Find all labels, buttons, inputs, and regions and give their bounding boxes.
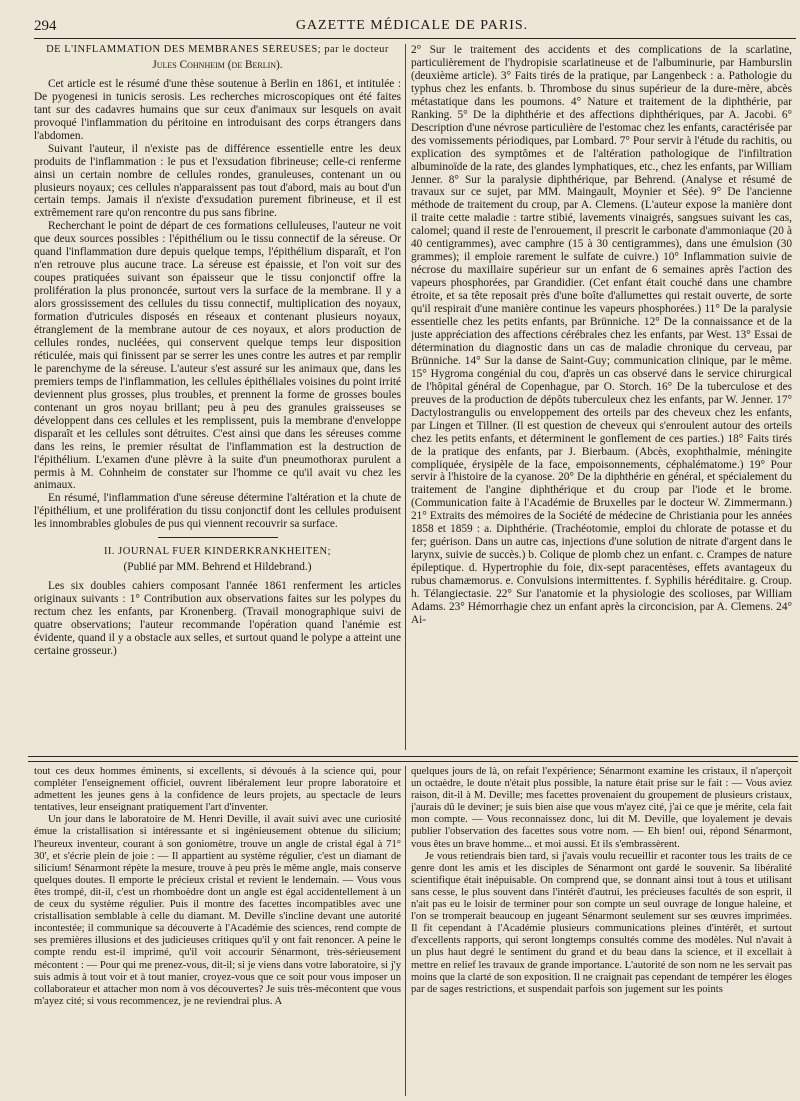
feuilleton-paragraph: Un jour dans le laboratoire de M. Henri Deville, il avait suivi avec une curiosité émue la cristallisation si intéressante et si ingénieusement obtenue du silicium; l'heureux inventeur, courant à son goniomètre, trouve un angle de cristal égal à 71° 30', et s'écrie plein de joie : — Il appartient au système régulier, c'est un diamant de silicium! Sénarmont répète la mesure, trouve à peu près le même angle, mais conserve quelques doutes. Il emporte le précieux cristal et revient le lendemain. — Vous vous êtes trompé, dit-il, c'est un rhomboèdre dont un angle est égal accidentellement à un de ceux du système régulier. Puis il montre des facettes incompatibles avec une cristallisation semblable à celle du diamant. M. Deville s'incline devant une autorité incontestée; il communique sa découverte à l'Académie des sciences, rend compte de ses premières illusions et des judicieuses critiques qu'il y ont fait renoncer. A peine le compte rendu est-il imprimé, qu'il voit accourir Sénarmont, très-sérieusement mécontent : — Pour qui me prenez-vous, dit-il; si je viens dans votre laboratoire, si j'y suis admis à tout voir et à tout manier, croyez-vous que ce soit pour vous imposer un collaborateur et attacher mon nom à vos découvertes? Je suis très-mécontent que vous m'ayez cité; si vous recommencez, je ne reviendrai plus. A	[34, 814, 401, 1007]
journal-title: GAZETTE MÉDICALE DE PARIS.	[295, 18, 529, 33]
article-paragraph: Recherchant le point de départ de ces formations celluleuses, l'auteur ne voit que deux sources possibles : l'épithélium ou le tissu connectif de la séreuse. Or quand l'inflammation dure depuis quelque temps, l'épithélium disparaît, et l'on n'en retrouve plus aucune trace. La séreuse est épaissie, et l'on voit sur des coupes pratiquées suivant son épaisseur que le tissu conjonctif offre la prolifération la plus prononcée, surtout vers la surface de la membrane. Il y a alors grossissement des cellules du tissu connectif, multiplication des noyaux, formation d'utricules disposés en réseaux et contenant plusieurs noyaux, étranglement de la membrane autour de ces noyaux, et alors production de cellules rondes, nucléées, qui conservent quelque temps leur disposition réticulée, mais qui finissent par se serrer les unes contre les autres et par remplir le parenchyme de la séreuse. L'auteur s'est assuré sur les animaux que, dans les premiers temps de l'inflammation, les cellules épithéliales voisines du point irrité deviennent plus grosses, plus troubles, et prennent la forme de grosses boules contenant un gros noyau brillant; peu à peu des granules graisseuses se développent dans ces cellules et les remplissent, puis la membrane d'enveloppe disparaît et les cellules sont détruites. C'est ainsi que dans les séreuses comme dans les reins, le premier résultat de l'inflammation est la destruction de l'épithélium. L'examen d'une plèvre à la suite d'un pneumothorax purulent a permis à M. Cohnheim de constater sur l'homme ce qu'il avait vu chez les animaux.	[34, 220, 401, 492]
article-paragraph: Suivant l'auteur, il n'existe pas de différence essentielle entre les deux produits de l'inflammation : le pus et l'exsudation fibrineuse; celle-ci renferme ainsi un certain nombre de cellules rondes, granuleuses, contenant un ou plusieurs noyaux; ces cellules n'apparaissent pas tout d'abord, mais au bout d'un certain temps. Jamais il n'existe d'exsudation purement fibrineuse, et il est extrêmement rare qu'on rencontre du pus sans fibrine.	[34, 142, 401, 220]
feuilleton-left-column	[34, 766, 401, 1096]
article-paragraph: Les six doubles cahiers composant l'année 1861 renferment les articles originaux suivants : 1° Contribution aux observations faites sur les polypes du rectum chez les enfants, par Kronenberg. (Travail monographique suivi de quatre observations; l'auteur recommande l'opération quand l'anémie est évidente, quand il y a obstacle aux selles, et surtout quand le polype a atteint une certaine grosseur.)	[34, 580, 401, 657]
feuilleton-paragraph: tout ces deux hommes éminents, si excellents, si dévoués à la science qui, pour compléter l'enseignement officiel, ouvrent libéralement leur propre laboratoire et admettent les jeunes gens à la confidence de leurs projets, au spectacle de leurs tentatives, leur enseignant pratiquement l'art d'inventer.	[34, 766, 401, 814]
section-heading: II. JOURNAL FUER KINDERKRANKHEITEN;	[103, 546, 332, 558]
page-header	[34, 16, 790, 38]
column-divider	[405, 44, 406, 750]
feuilleton-right-column	[411, 766, 792, 1096]
header-rule	[34, 38, 796, 39]
left-column-top	[34, 44, 401, 750]
right-column-top	[411, 44, 792, 750]
section-separator	[158, 537, 278, 538]
feuilleton-rule	[28, 756, 798, 762]
article-paragraph: En résumé, l'inflammation d'une séreuse détermine l'altération et la chute de l'épithélium, et une prolifération du tissu conjonctif dont les cellules produisent les innombrables globules de pus qui viennent recouvrir sa surface.	[34, 492, 401, 531]
page-number: 294	[34, 18, 57, 34]
column-divider	[405, 766, 406, 1096]
article-paragraph: Cet article est le résumé d'une thèse soutenue à Berlin en 1861, et intitulée : De pyogenesi in tunicis serosis. Les recherches microscopiques ont été faites tant sur des cadavres humains que sur ceux d'animaux sur lesquels on avait provoqué l'inflammation du péritoine en introduisant des corps étrangers dans l'abdomen.	[34, 77, 401, 142]
article-paragraph: 2° Sur le traitement des accidents et des complications de la scarlatine, particulièrement de l'hydropisie scarlatineuse et de l'albuminurie, par Hamburslin (deuxième article). 3° Faits tirés de la pratique, par Langenbeck : a. Pathologie du typhus chez les enfants. b. Thrombose du sinus supérieur de la dure-mère, abcès métastatique dans les poumons. 4° Nature et traitement de la diphthérie, par Ranking. 5° De la diphthérie et des affections diphthériques, par A. Jacobi. 6° Description d'une névrose particulière de l'estomac chez les enfants, caractérisée par des vomissements périodiques, par Lombard. 7° Pour servir à l'étude du rachitis, ou explication des symptômes et de l'altération pathologique de l'infiltration albuminoïde de la rate, des glandes lymphatiques, etc., chez les enfants, par William Jenner. 8° Sur la paralysie diphthérique, par Behrend. (Analyse et résumé de travaux sur ce sujet, par MM. Maingault, Moynier et Sée). 9° De l'ancienne méthode de traitement du croup, par A. Clemens. (L'auteur expose la manière dont il traite cette maladie : tartre stibié, lavements vinaigrés, sangsues suivant les cas, calomel; quand il reste de l'enrouement, il prescrit le carbonate d'ammoniaque (20 à 40 centigrammes), avec camphre (15 à 30 centigrammes), dans une émulsion (30 grammes); il emploie rarement le sulfate de cuivre.) 10° Inflammation suivie de nécrose du maxillaire supérieur sur un enfant de 6 semaines après l'action des vapeurs phosphorées, par Grandidier. (Cet enfant était couché dans une chambre étroite, et sa tête reposait près d'une boîte d'allumettes qui restait ouverte, de sorte qu'il respirait d'une manière continue les vapeurs phosphorées.) 11° De la paralysie essentielle chez les petits enfants, par Brünniche. 12° De la connaissance et de la juste appréciation des affections cérébrales chez les enfants, par West. 13° Essai de détermination du diagnostic dans un cas de maladie chronique du cerveau, par Brünniche. 14° Sur la danse de Saint-Guy; communication clinique, par le même. 15° Hygroma congénial du cou, d'après un cas observé dans le service chirurgical de l'hôpital général de Copenhague, par O. Storch. 16° De la tuberculose et des preuves de la production de dépôts tuberculeux chez les enfants, par W. Jenner. 17° Dactylostrangulis ou enveloppement des orteils par des cheveux chez les enfants, par Lingen et Tillner. (Il est question de cheveux qui s'enroulent autour des orteils chez les petits enfants, et déterminent le gonflement de ces parties.) 18° Faits tirés de la pratique des enfants, par J. Bierbaum. (Abcès, exophthalmie, méningite compliquée, érysipèle de la face, empoisonnements, céphalématome.) 19° Pour servir à l'histoire de la cyanose. 20° De la diphthérie en général, et spécialement du traitement de l'angine diphthérique et du croup par l'iode et le brome. (Communication faite à l'Académie de Bruxelles par le docteur W. Zimmermann.) 21° Extraits des mémoires de la Société de médecine de Christiania pour les années 1858 et 1859 : a. Diphthérie. (Trachéotomie, emploi du chlorate de potasse et du fer; guérison. Dans un autre cas, injections d'une solution de nitrate d'argent dans le larynx, suivie de succès.) b. Colique de plomb chez un enfant. c. Crampes de nature épileptique. d. Hypertrophie du foie, dix-sept paracentèses, effets avantageux du rubus chamæmorus. e. Convulsions intermittentes. f. Syphilis héréditaire. g. Croup. h. Télangiectasie. 22° Sur l'anatomie et la physiologie des scolioses, par William Adams. 23° Hémorrhagie chez un enfant après la circoncision, par A. Clemens. 24° Ai-	[411, 44, 792, 626]
feuilleton-paragraph: quelques jours de là, on refait l'expérience; Sénarmont examine les cristaux, il n'aperçoit un octaèdre, le doute n'était plus possible, la nature était prise sur le fait : — Vous aviez raison, dit-il à M. Deville; mes facettes provenaient du groupement de plusieurs cristaux, j'aurais dû le deviner; je suis bien aise que vous m'ayez cité, j'ai ce que je mérite, cela fait mon compte. — Vous reconnaissez donc, lui dit M. Deville, que loyalement je devais publier l'observation des facettes sous votre nom. — Eh bien! oui, répond Sénarmont, vous êtes un brave homme... et moi aussi. Et ils s'embrassèrent.	[411, 766, 792, 850]
article-author: Jules Cohnheim (de Berlin).	[152, 58, 283, 71]
article-heading: DE L'INFLAMMATION DES MEMBRANES SÉREUSES; par le docteur	[46, 44, 389, 55]
section-subheading: (Publié par MM. Behrend et Hildebrand.)	[123, 561, 312, 574]
feuilleton-paragraph: Je vous retiendrais bien tard, si j'avais voulu recueillir et raconter tous les traits de ce genre dont les amis et les disciples de Sénarmont ont gardé le souvenir. Sa libéralité scientifique était inépuisable. On comprend que, se donnant ainsi tout à tous et utilisant sans cesse, le plus souvent dans l'intérêt d'autrui, les précieuses facultés de son esprit, il n'ait pas eu le loisir de terminer pour son compte un seul ouvrage de longue haleine, et l'on se tromperait beaucoup en jugeant Sénarmont seulement sur ses œuvres imprimées. Il fit cependant à l'Académie plusieurs communications pleines d'intérêt, et surtout d'excellents rapports, qui seront longtemps consultés comme des modèles. Nul n'avait à un plus haut degré le sentiment du grand et du beau dans la science, et il excellait à mettre en relief les travaux de grande importance. L'autorité de son nom ne les servait pas moins que la clarté de son exposition. Il ne craignait pas cependant de tempérer les éloges par de sages restrictions, et suspendait parfois son jugement sur les points	[411, 850, 792, 995]
